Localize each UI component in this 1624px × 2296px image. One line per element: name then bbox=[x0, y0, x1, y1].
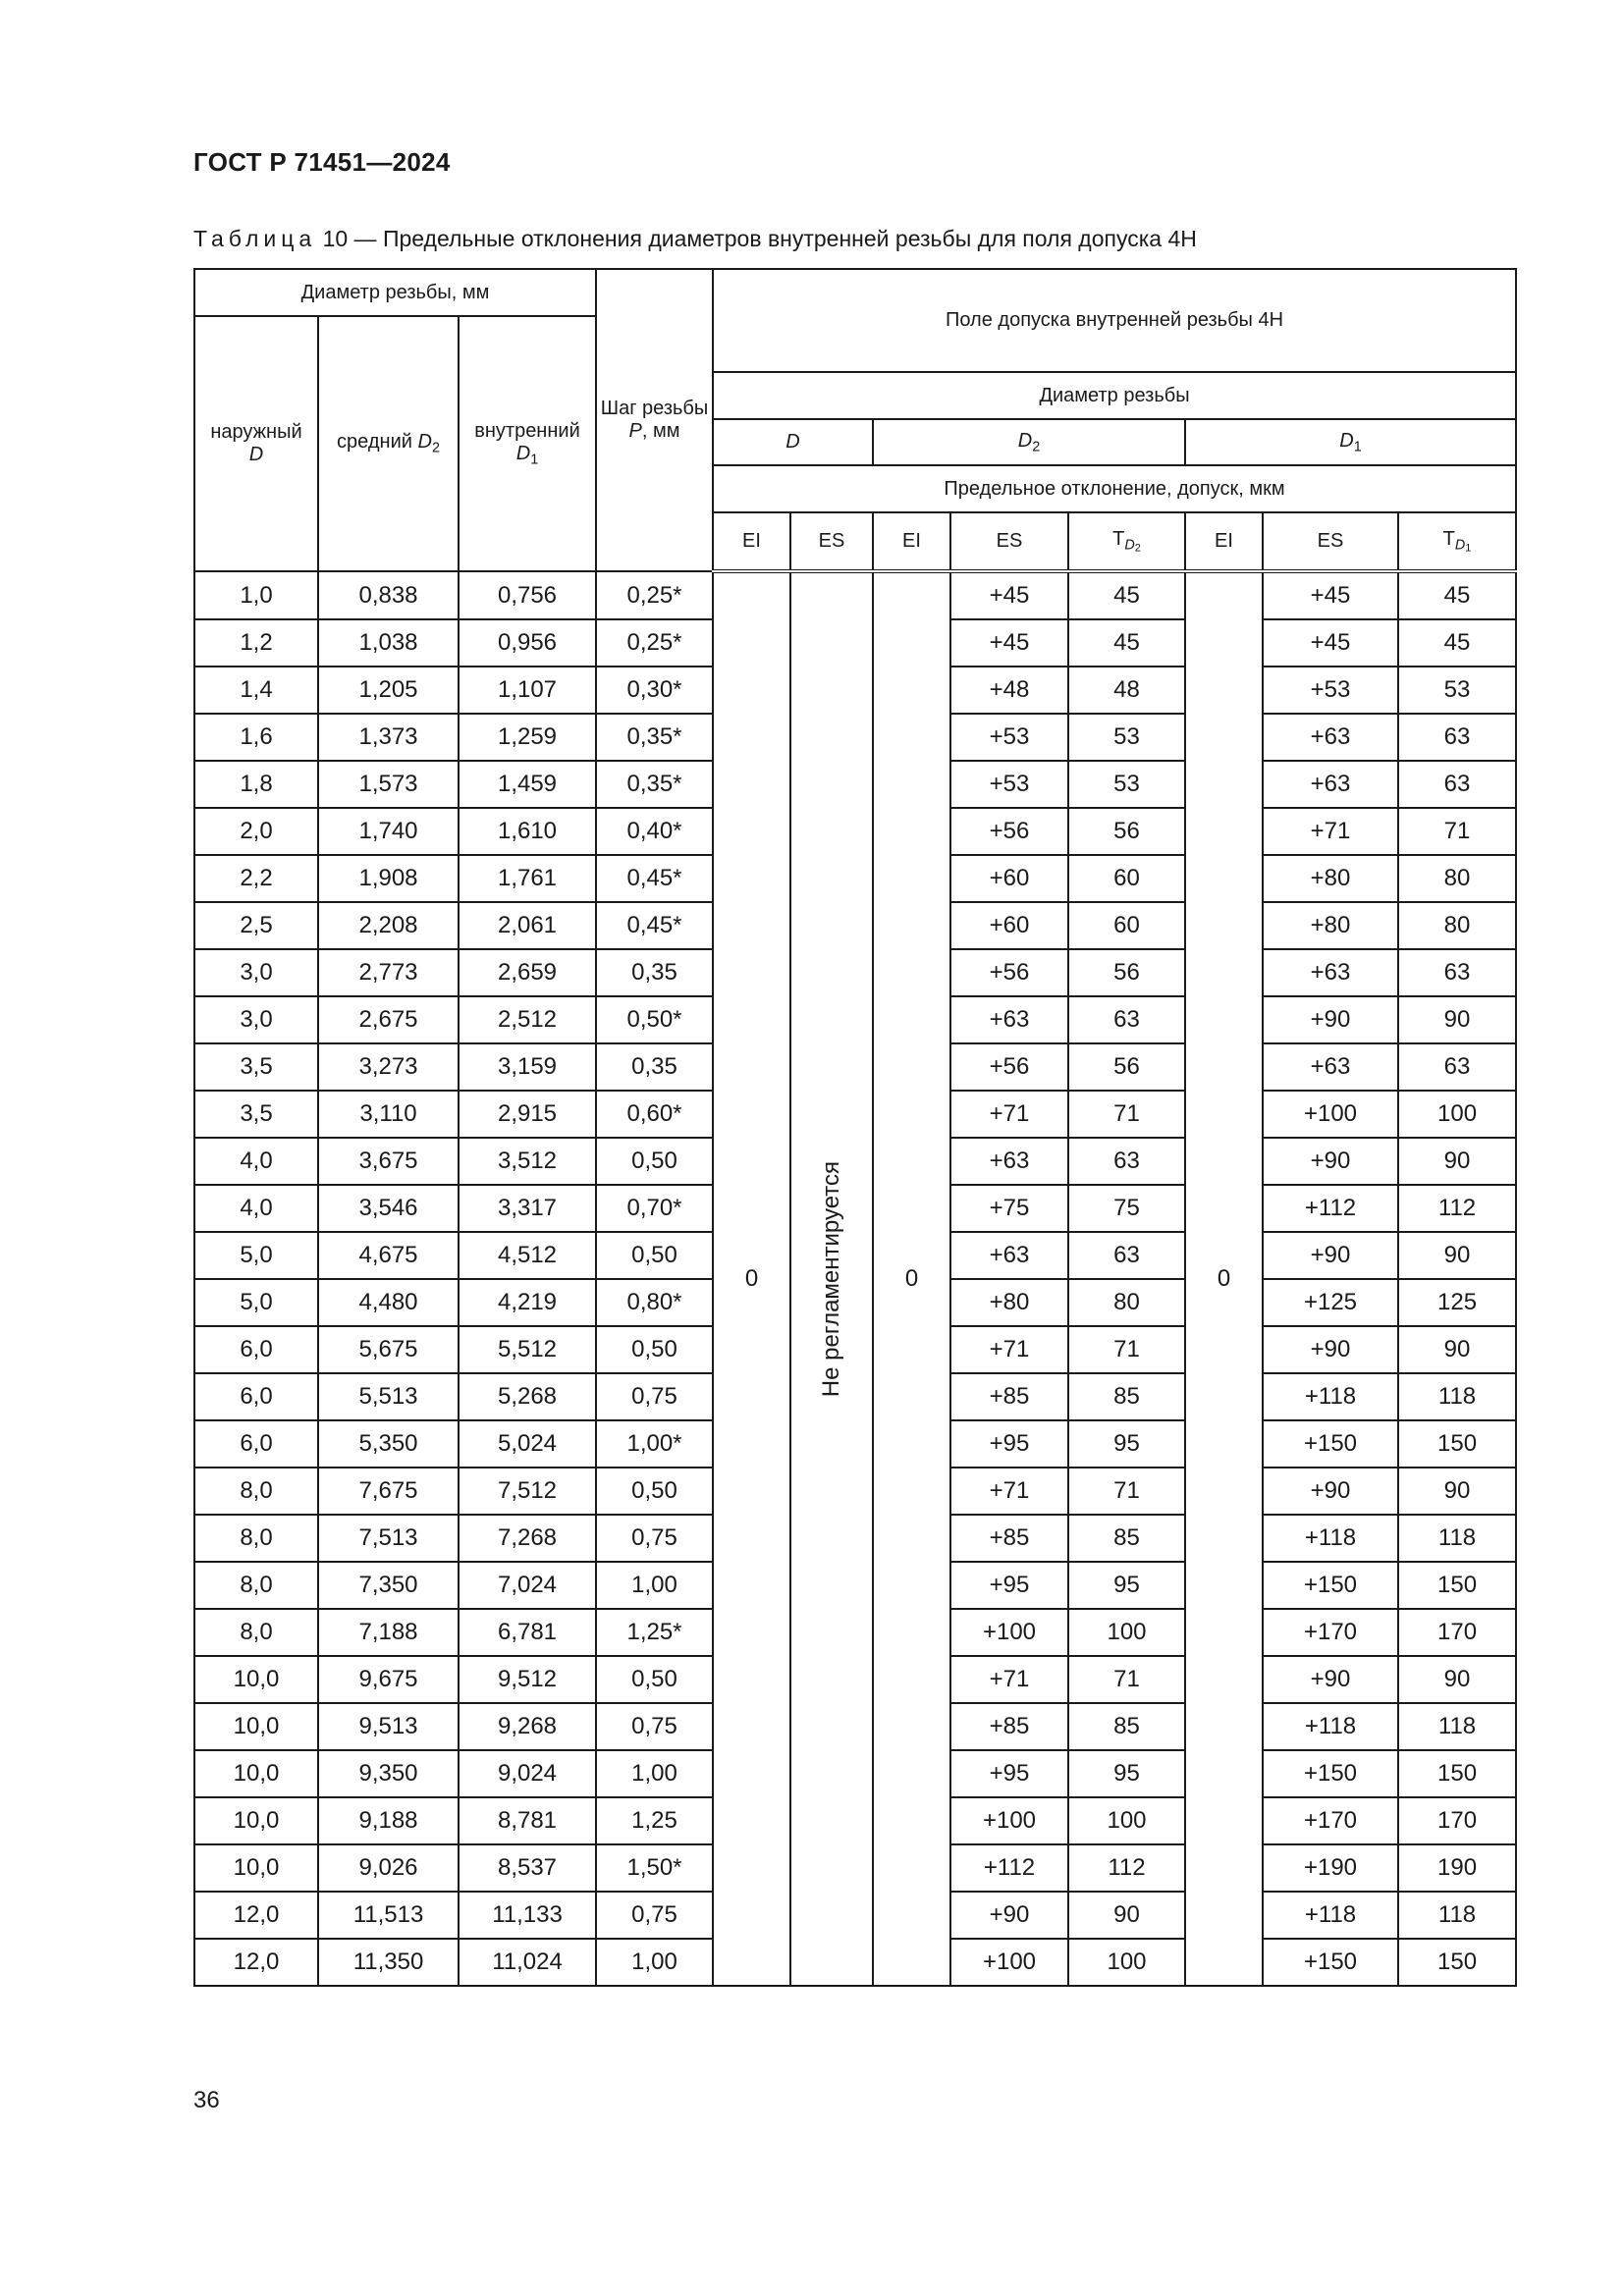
cell-pitch: 1,00 bbox=[596, 1750, 713, 1797]
cell-d1-es: +63 bbox=[1263, 1043, 1398, 1091]
cell-d2-es: +45 bbox=[950, 571, 1068, 619]
header-d1-es: ES bbox=[1263, 512, 1398, 571]
cell-d2-es: +85 bbox=[950, 1373, 1068, 1420]
cell-td1: 100 bbox=[1398, 1091, 1516, 1138]
cell-middle-diameter: 2,208 bbox=[318, 902, 459, 949]
cell-td1: 71 bbox=[1398, 808, 1516, 855]
cell-td1: 90 bbox=[1398, 1138, 1516, 1185]
cell-middle-diameter: 0,838 bbox=[318, 571, 459, 619]
cell-inner-diameter: 0,956 bbox=[459, 619, 596, 667]
cell-inner-diameter: 3,317 bbox=[459, 1185, 596, 1232]
cell-inner-diameter: 9,024 bbox=[459, 1750, 596, 1797]
cell-pitch: 0,75 bbox=[596, 1892, 713, 1939]
header-middle-sub: 2 bbox=[431, 440, 440, 456]
header-inner-diameter bbox=[459, 316, 596, 571]
cell-inner-diameter: 7,512 bbox=[459, 1468, 596, 1515]
cell-middle-diameter: 1,740 bbox=[318, 808, 459, 855]
cell-td1: 90 bbox=[1398, 1232, 1516, 1279]
cell-d2-es: +56 bbox=[950, 949, 1068, 996]
cell-middle-diameter: 4,480 bbox=[318, 1279, 459, 1326]
header-group-d2-sub: 2 bbox=[1032, 438, 1041, 454]
cell-inner-diameter: 2,512 bbox=[459, 996, 596, 1043]
header-td2-d: D bbox=[1124, 537, 1135, 554]
header-inner-symbol: D bbox=[515, 442, 531, 464]
header-middle-symbol: D bbox=[417, 431, 432, 454]
cell-td2: 56 bbox=[1068, 808, 1185, 855]
cell-td1: 53 bbox=[1398, 667, 1516, 714]
header-outer-symbol: D bbox=[248, 444, 264, 465]
header-thread-diameter: Диаметр резьбы bbox=[713, 372, 1516, 419]
cell-outer-diameter: 1,0 bbox=[194, 571, 318, 619]
cell-d2-es: +53 bbox=[950, 761, 1068, 808]
cell-pitch: 1,50* bbox=[596, 1844, 713, 1892]
cell-inner-diameter: 2,061 bbox=[459, 902, 596, 949]
cell-middle-diameter: 9,350 bbox=[318, 1750, 459, 1797]
header-group-d1-sub: 1 bbox=[1353, 438, 1362, 454]
header-d-es: ES bbox=[790, 512, 873, 571]
cell-inner-diameter: 0,756 bbox=[459, 571, 596, 619]
cell-td2: 100 bbox=[1068, 1939, 1185, 1986]
header-inner-sub: 1 bbox=[530, 451, 539, 467]
cell-d2-es: +53 bbox=[950, 714, 1068, 761]
cell-td2: 60 bbox=[1068, 855, 1185, 902]
cell-middle-diameter: 11,350 bbox=[318, 1939, 459, 1986]
cell-td1: 80 bbox=[1398, 855, 1516, 902]
header-outer-label: наружный bbox=[210, 421, 302, 443]
header-td1-t: T bbox=[1442, 527, 1455, 550]
cell-middle-diameter: 3,675 bbox=[318, 1138, 459, 1185]
cell-inner-diameter: 5,512 bbox=[459, 1326, 596, 1373]
cell-inner-diameter: 6,781 bbox=[459, 1609, 596, 1656]
cell-pitch: 0,45* bbox=[596, 855, 713, 902]
cell-outer-diameter: 1,8 bbox=[194, 761, 318, 808]
header-td2-sub: 2 bbox=[1134, 542, 1141, 555]
cell-pitch: 0,60* bbox=[596, 1091, 713, 1138]
header-pitch-unit: , мм bbox=[641, 420, 680, 442]
cell-d1-es: +90 bbox=[1263, 1138, 1398, 1185]
cell-d1-es: +90 bbox=[1263, 1656, 1398, 1703]
cell-pitch: 0,35 bbox=[596, 1043, 713, 1091]
cell-pitch: 0,25* bbox=[596, 619, 713, 667]
cell-td1: 45 bbox=[1398, 571, 1516, 619]
cell-d1-es: +118 bbox=[1263, 1892, 1398, 1939]
cell-td1: 170 bbox=[1398, 1797, 1516, 1844]
cell-d2-es: +100 bbox=[950, 1797, 1068, 1844]
cell-middle-diameter: 7,350 bbox=[318, 1562, 459, 1609]
cell-inner-diameter: 1,259 bbox=[459, 714, 596, 761]
header-group-d1 bbox=[1185, 419, 1516, 465]
cell-td2: 90 bbox=[1068, 1892, 1185, 1939]
header-pitch-symbol: P bbox=[628, 420, 642, 442]
cell-outer-diameter: 8,0 bbox=[194, 1562, 318, 1609]
cell-d2-es: +60 bbox=[950, 855, 1068, 902]
cell-d2-es: +95 bbox=[950, 1562, 1068, 1609]
cell-inner-diameter: 4,512 bbox=[459, 1232, 596, 1279]
cell-d-es-merged bbox=[790, 571, 873, 1986]
cell-d1-es: +150 bbox=[1263, 1562, 1398, 1609]
cell-outer-diameter: 4,0 bbox=[194, 1138, 318, 1185]
cell-td2: 48 bbox=[1068, 667, 1185, 714]
cell-d1-es: +170 bbox=[1263, 1797, 1398, 1844]
cell-outer-diameter: 8,0 bbox=[194, 1468, 318, 1515]
cell-td1: 118 bbox=[1398, 1703, 1516, 1750]
cell-middle-diameter: 5,675 bbox=[318, 1326, 459, 1373]
cell-pitch: 0,50* bbox=[596, 996, 713, 1043]
cell-d2-es: +85 bbox=[950, 1703, 1068, 1750]
cell-outer-diameter: 10,0 bbox=[194, 1797, 318, 1844]
cell-pitch: 1,00 bbox=[596, 1562, 713, 1609]
cell-d2-es: +75 bbox=[950, 1185, 1068, 1232]
cell-outer-diameter: 10,0 bbox=[194, 1844, 318, 1892]
cell-d1-es: +80 bbox=[1263, 902, 1398, 949]
cell-middle-diameter: 5,513 bbox=[318, 1373, 459, 1420]
cell-td1: 90 bbox=[1398, 1326, 1516, 1373]
header-d1-ei: EI bbox=[1185, 512, 1263, 571]
cell-outer-diameter: 5,0 bbox=[194, 1232, 318, 1279]
cell-d1-es: +100 bbox=[1263, 1091, 1398, 1138]
header-td2-t: T bbox=[1112, 527, 1125, 550]
cell-td2: 112 bbox=[1068, 1844, 1185, 1892]
cell-td1: 150 bbox=[1398, 1562, 1516, 1609]
cell-td2: 45 bbox=[1068, 571, 1185, 619]
cell-pitch: 0,35* bbox=[596, 714, 713, 761]
cell-d2-es: +56 bbox=[950, 1043, 1068, 1091]
cell-inner-diameter: 7,024 bbox=[459, 1562, 596, 1609]
cell-d1-es: +63 bbox=[1263, 714, 1398, 761]
cell-td1: 90 bbox=[1398, 1656, 1516, 1703]
cell-td2: 95 bbox=[1068, 1562, 1185, 1609]
cell-td2: 71 bbox=[1068, 1468, 1185, 1515]
cell-outer-diameter: 4,0 bbox=[194, 1185, 318, 1232]
cell-outer-diameter: 12,0 bbox=[194, 1939, 318, 1986]
cell-middle-diameter: 7,513 bbox=[318, 1515, 459, 1562]
cell-td2: 63 bbox=[1068, 1232, 1185, 1279]
cell-outer-diameter: 6,0 bbox=[194, 1420, 318, 1468]
header-tolerance-field: Поле допуска внутренней резьбы 4H bbox=[713, 269, 1516, 372]
header-middle-diameter bbox=[318, 316, 459, 571]
cell-inner-diameter: 11,133 bbox=[459, 1892, 596, 1939]
cell-td1: 118 bbox=[1398, 1373, 1516, 1420]
cell-middle-diameter: 3,546 bbox=[318, 1185, 459, 1232]
cell-inner-diameter: 8,537 bbox=[459, 1844, 596, 1892]
cell-td1: 170 bbox=[1398, 1609, 1516, 1656]
cell-td2: 75 bbox=[1068, 1185, 1185, 1232]
cell-td2: 100 bbox=[1068, 1797, 1185, 1844]
cell-outer-diameter: 8,0 bbox=[194, 1609, 318, 1656]
header-d-ei: EI bbox=[713, 512, 790, 571]
cell-td1: 63 bbox=[1398, 949, 1516, 996]
cell-outer-diameter: 2,2 bbox=[194, 855, 318, 902]
tolerance-table bbox=[193, 268, 1517, 1987]
cell-inner-diameter: 1,610 bbox=[459, 808, 596, 855]
header-deviation: Предельное отклонение, допуск, мкм bbox=[713, 465, 1516, 512]
cell-td1: 63 bbox=[1398, 761, 1516, 808]
cell-middle-diameter: 1,038 bbox=[318, 619, 459, 667]
cell-d1-es: +71 bbox=[1263, 808, 1398, 855]
cell-td1: 45 bbox=[1398, 619, 1516, 667]
cell-td1: 150 bbox=[1398, 1939, 1516, 1986]
cell-d2-es: +45 bbox=[950, 619, 1068, 667]
cell-d1-es: +90 bbox=[1263, 1232, 1398, 1279]
cell-outer-diameter: 2,0 bbox=[194, 808, 318, 855]
cell-inner-diameter: 2,915 bbox=[459, 1091, 596, 1138]
cell-middle-diameter: 1,573 bbox=[318, 761, 459, 808]
cell-td1: 90 bbox=[1398, 1468, 1516, 1515]
cell-inner-diameter: 5,268 bbox=[459, 1373, 596, 1420]
cell-d2-es: +63 bbox=[950, 1232, 1068, 1279]
cell-d2-es: +112 bbox=[950, 1844, 1068, 1892]
not-regulated-label: Не регламентируется bbox=[818, 1160, 845, 1398]
cell-td1: 80 bbox=[1398, 902, 1516, 949]
cell-d1-es: +125 bbox=[1263, 1279, 1398, 1326]
cell-td2: 85 bbox=[1068, 1515, 1185, 1562]
cell-td2: 85 bbox=[1068, 1373, 1185, 1420]
header-outer-diameter bbox=[194, 316, 318, 571]
cell-td1: 63 bbox=[1398, 1043, 1516, 1091]
header-td1-d: D bbox=[1454, 537, 1466, 554]
cell-outer-diameter: 2,5 bbox=[194, 902, 318, 949]
cell-outer-diameter: 6,0 bbox=[194, 1373, 318, 1420]
cell-td2: 71 bbox=[1068, 1326, 1185, 1373]
cell-middle-diameter: 9,675 bbox=[318, 1656, 459, 1703]
cell-d2-es: +63 bbox=[950, 996, 1068, 1043]
cell-d1-es: +90 bbox=[1263, 1326, 1398, 1373]
cell-d2-es: +71 bbox=[950, 1468, 1068, 1515]
cell-d1-es: +118 bbox=[1263, 1373, 1398, 1420]
cell-td2: 71 bbox=[1068, 1656, 1185, 1703]
cell-pitch: 0,50 bbox=[596, 1232, 713, 1279]
header-group-d2 bbox=[873, 419, 1185, 465]
cell-td2: 53 bbox=[1068, 714, 1185, 761]
cell-td1: 125 bbox=[1398, 1279, 1516, 1326]
header-td1-sub: 1 bbox=[1465, 542, 1472, 555]
cell-pitch: 0,40* bbox=[596, 808, 713, 855]
header-td2 bbox=[1068, 512, 1185, 571]
cell-inner-diameter: 9,512 bbox=[459, 1656, 596, 1703]
cell-outer-diameter: 3,5 bbox=[194, 1043, 318, 1091]
page-number: 36 bbox=[193, 2087, 220, 2113]
cell-td2: 56 bbox=[1068, 1043, 1185, 1091]
cell-outer-diameter: 12,0 bbox=[194, 1892, 318, 1939]
cell-d2-es: +71 bbox=[950, 1656, 1068, 1703]
cell-d1-es: +90 bbox=[1263, 996, 1398, 1043]
cell-d2-es: +85 bbox=[950, 1515, 1068, 1562]
cell-inner-diameter: 1,459 bbox=[459, 761, 596, 808]
cell-middle-diameter: 3,110 bbox=[318, 1091, 459, 1138]
cell-td2: 53 bbox=[1068, 761, 1185, 808]
cell-td1: 190 bbox=[1398, 1844, 1516, 1892]
cell-pitch: 0,50 bbox=[596, 1656, 713, 1703]
cell-d2-es: +71 bbox=[950, 1326, 1068, 1373]
cell-td1: 118 bbox=[1398, 1515, 1516, 1562]
header-thread-diameter-mm: Диаметр резьбы, мм bbox=[194, 269, 596, 316]
header-d2-ei: EI bbox=[873, 512, 950, 571]
cell-d2-es: +63 bbox=[950, 1138, 1068, 1185]
cell-td2: 100 bbox=[1068, 1609, 1185, 1656]
cell-d1-es: +90 bbox=[1263, 1468, 1398, 1515]
cell-td2: 63 bbox=[1068, 996, 1185, 1043]
table-body bbox=[194, 571, 1516, 1986]
cell-d1-es: +80 bbox=[1263, 855, 1398, 902]
cell-outer-diameter: 10,0 bbox=[194, 1750, 318, 1797]
cell-d1-es: +190 bbox=[1263, 1844, 1398, 1892]
cell-inner-diameter: 9,268 bbox=[459, 1703, 596, 1750]
cell-td2: 45 bbox=[1068, 619, 1185, 667]
cell-inner-diameter: 1,761 bbox=[459, 855, 596, 902]
cell-d1-es: +118 bbox=[1263, 1703, 1398, 1750]
cell-d1-es: +45 bbox=[1263, 571, 1398, 619]
cell-d2-ei-merged: 0 bbox=[873, 571, 950, 1986]
cell-inner-diameter: 2,659 bbox=[459, 949, 596, 996]
cell-pitch: 1,00* bbox=[596, 1420, 713, 1468]
cell-middle-diameter: 4,675 bbox=[318, 1232, 459, 1279]
cell-pitch: 1,25 bbox=[596, 1797, 713, 1844]
cell-inner-diameter: 8,781 bbox=[459, 1797, 596, 1844]
cell-d2-es: +100 bbox=[950, 1939, 1068, 1986]
cell-inner-diameter: 5,024 bbox=[459, 1420, 596, 1468]
header-d2-es: ES bbox=[950, 512, 1068, 571]
table-row bbox=[194, 571, 1516, 619]
cell-outer-diameter: 5,0 bbox=[194, 1279, 318, 1326]
cell-td2: 71 bbox=[1068, 1091, 1185, 1138]
table-caption-label: Таблица bbox=[193, 226, 317, 251]
cell-td1: 150 bbox=[1398, 1420, 1516, 1468]
cell-inner-diameter: 1,107 bbox=[459, 667, 596, 714]
cell-td2: 56 bbox=[1068, 949, 1185, 996]
cell-middle-diameter: 1,373 bbox=[318, 714, 459, 761]
header-group-d bbox=[713, 419, 873, 465]
cell-inner-diameter: 11,024 bbox=[459, 1939, 596, 1986]
cell-outer-diameter: 3,5 bbox=[194, 1091, 318, 1138]
cell-pitch: 1,25* bbox=[596, 1609, 713, 1656]
cell-outer-diameter: 1,4 bbox=[194, 667, 318, 714]
cell-d1-es: +112 bbox=[1263, 1185, 1398, 1232]
cell-outer-diameter: 10,0 bbox=[194, 1656, 318, 1703]
header-group-d2-symbol: D bbox=[1017, 429, 1033, 452]
cell-td1: 118 bbox=[1398, 1892, 1516, 1939]
cell-td1: 90 bbox=[1398, 996, 1516, 1043]
cell-pitch: 0,70* bbox=[596, 1185, 713, 1232]
cell-middle-diameter: 9,026 bbox=[318, 1844, 459, 1892]
cell-d2-es: +48 bbox=[950, 667, 1068, 714]
cell-td2: 85 bbox=[1068, 1703, 1185, 1750]
header-middle-label: средний bbox=[337, 431, 412, 454]
cell-d1-es: +150 bbox=[1263, 1750, 1398, 1797]
cell-d1-es: +53 bbox=[1263, 667, 1398, 714]
cell-outer-diameter: 3,0 bbox=[194, 996, 318, 1043]
cell-td2: 95 bbox=[1068, 1750, 1185, 1797]
cell-pitch: 0,75 bbox=[596, 1515, 713, 1562]
cell-td1: 112 bbox=[1398, 1185, 1516, 1232]
cell-middle-diameter: 1,205 bbox=[318, 667, 459, 714]
cell-middle-diameter: 9,188 bbox=[318, 1797, 459, 1844]
cell-td2: 63 bbox=[1068, 1138, 1185, 1185]
cell-d2-es: +80 bbox=[950, 1279, 1068, 1326]
cell-middle-diameter: 1,908 bbox=[318, 855, 459, 902]
cell-td1: 63 bbox=[1398, 714, 1516, 761]
cell-outer-diameter: 6,0 bbox=[194, 1326, 318, 1373]
cell-d1-es: +45 bbox=[1263, 619, 1398, 667]
cell-td1: 150 bbox=[1398, 1750, 1516, 1797]
cell-d2-es: +71 bbox=[950, 1091, 1068, 1138]
cell-d2-es: +60 bbox=[950, 902, 1068, 949]
cell-d2-es: +95 bbox=[950, 1420, 1068, 1468]
cell-pitch: 0,35 bbox=[596, 949, 713, 996]
cell-pitch: 0,45* bbox=[596, 902, 713, 949]
cell-middle-diameter: 11,513 bbox=[318, 1892, 459, 1939]
cell-d1-es: +118 bbox=[1263, 1515, 1398, 1562]
cell-d2-es: +95 bbox=[950, 1750, 1068, 1797]
cell-d2-es: +100 bbox=[950, 1609, 1068, 1656]
cell-d1-es: +63 bbox=[1263, 949, 1398, 996]
cell-middle-diameter: 2,773 bbox=[318, 949, 459, 996]
cell-d1-ei-merged: 0 bbox=[1185, 571, 1263, 1986]
cell-middle-diameter: 7,675 bbox=[318, 1468, 459, 1515]
cell-middle-diameter: 9,513 bbox=[318, 1703, 459, 1750]
cell-d1-es: +170 bbox=[1263, 1609, 1398, 1656]
cell-td2: 60 bbox=[1068, 902, 1185, 949]
header-pitch-label: Шаг резьбы bbox=[600, 398, 709, 419]
table-caption bbox=[193, 226, 1197, 252]
cell-d1-es: +63 bbox=[1263, 761, 1398, 808]
cell-d-ei-merged: 0 bbox=[713, 571, 790, 1986]
cell-pitch: 0,30* bbox=[596, 667, 713, 714]
cell-pitch: 0,75 bbox=[596, 1373, 713, 1420]
cell-inner-diameter: 3,159 bbox=[459, 1043, 596, 1091]
cell-pitch: 1,00 bbox=[596, 1939, 713, 1986]
cell-inner-diameter: 3,512 bbox=[459, 1138, 596, 1185]
cell-pitch: 0,50 bbox=[596, 1138, 713, 1185]
cell-inner-diameter: 4,219 bbox=[459, 1279, 596, 1326]
cell-middle-diameter: 5,350 bbox=[318, 1420, 459, 1468]
cell-d1-es: +150 bbox=[1263, 1939, 1398, 1986]
cell-outer-diameter: 3,0 bbox=[194, 949, 318, 996]
cell-inner-diameter: 7,268 bbox=[459, 1515, 596, 1562]
cell-d2-es: +90 bbox=[950, 1892, 1068, 1939]
cell-td2: 80 bbox=[1068, 1279, 1185, 1326]
cell-middle-diameter: 2,675 bbox=[318, 996, 459, 1043]
cell-outer-diameter: 1,6 bbox=[194, 714, 318, 761]
cell-pitch: 0,35* bbox=[596, 761, 713, 808]
cell-pitch: 0,25* bbox=[596, 571, 713, 619]
cell-outer-diameter: 1,2 bbox=[194, 619, 318, 667]
cell-outer-diameter: 8,0 bbox=[194, 1515, 318, 1562]
document-id: ГОСТ Р 71451—2024 bbox=[193, 147, 451, 177]
cell-d1-es: +150 bbox=[1263, 1420, 1398, 1468]
cell-outer-diameter: 10,0 bbox=[194, 1703, 318, 1750]
header-pitch bbox=[596, 269, 713, 571]
cell-middle-diameter: 7,188 bbox=[318, 1609, 459, 1656]
header-group-d-symbol: D bbox=[785, 431, 800, 453]
header-group-d1-symbol: D bbox=[1339, 429, 1354, 452]
cell-pitch: 0,80* bbox=[596, 1279, 713, 1326]
cell-pitch: 0,50 bbox=[596, 1326, 713, 1373]
cell-pitch: 0,50 bbox=[596, 1468, 713, 1515]
table-caption-text: 10 — Предельные отклонения диаметров внутренней резьбы для поля допуска 4H bbox=[322, 226, 1197, 251]
header-td1 bbox=[1398, 512, 1516, 571]
cell-pitch: 0,75 bbox=[596, 1703, 713, 1750]
cell-d2-es: +56 bbox=[950, 808, 1068, 855]
cell-td2: 95 bbox=[1068, 1420, 1185, 1468]
header-inner-label: внутренний bbox=[474, 419, 580, 442]
cell-middle-diameter: 3,273 bbox=[318, 1043, 459, 1091]
